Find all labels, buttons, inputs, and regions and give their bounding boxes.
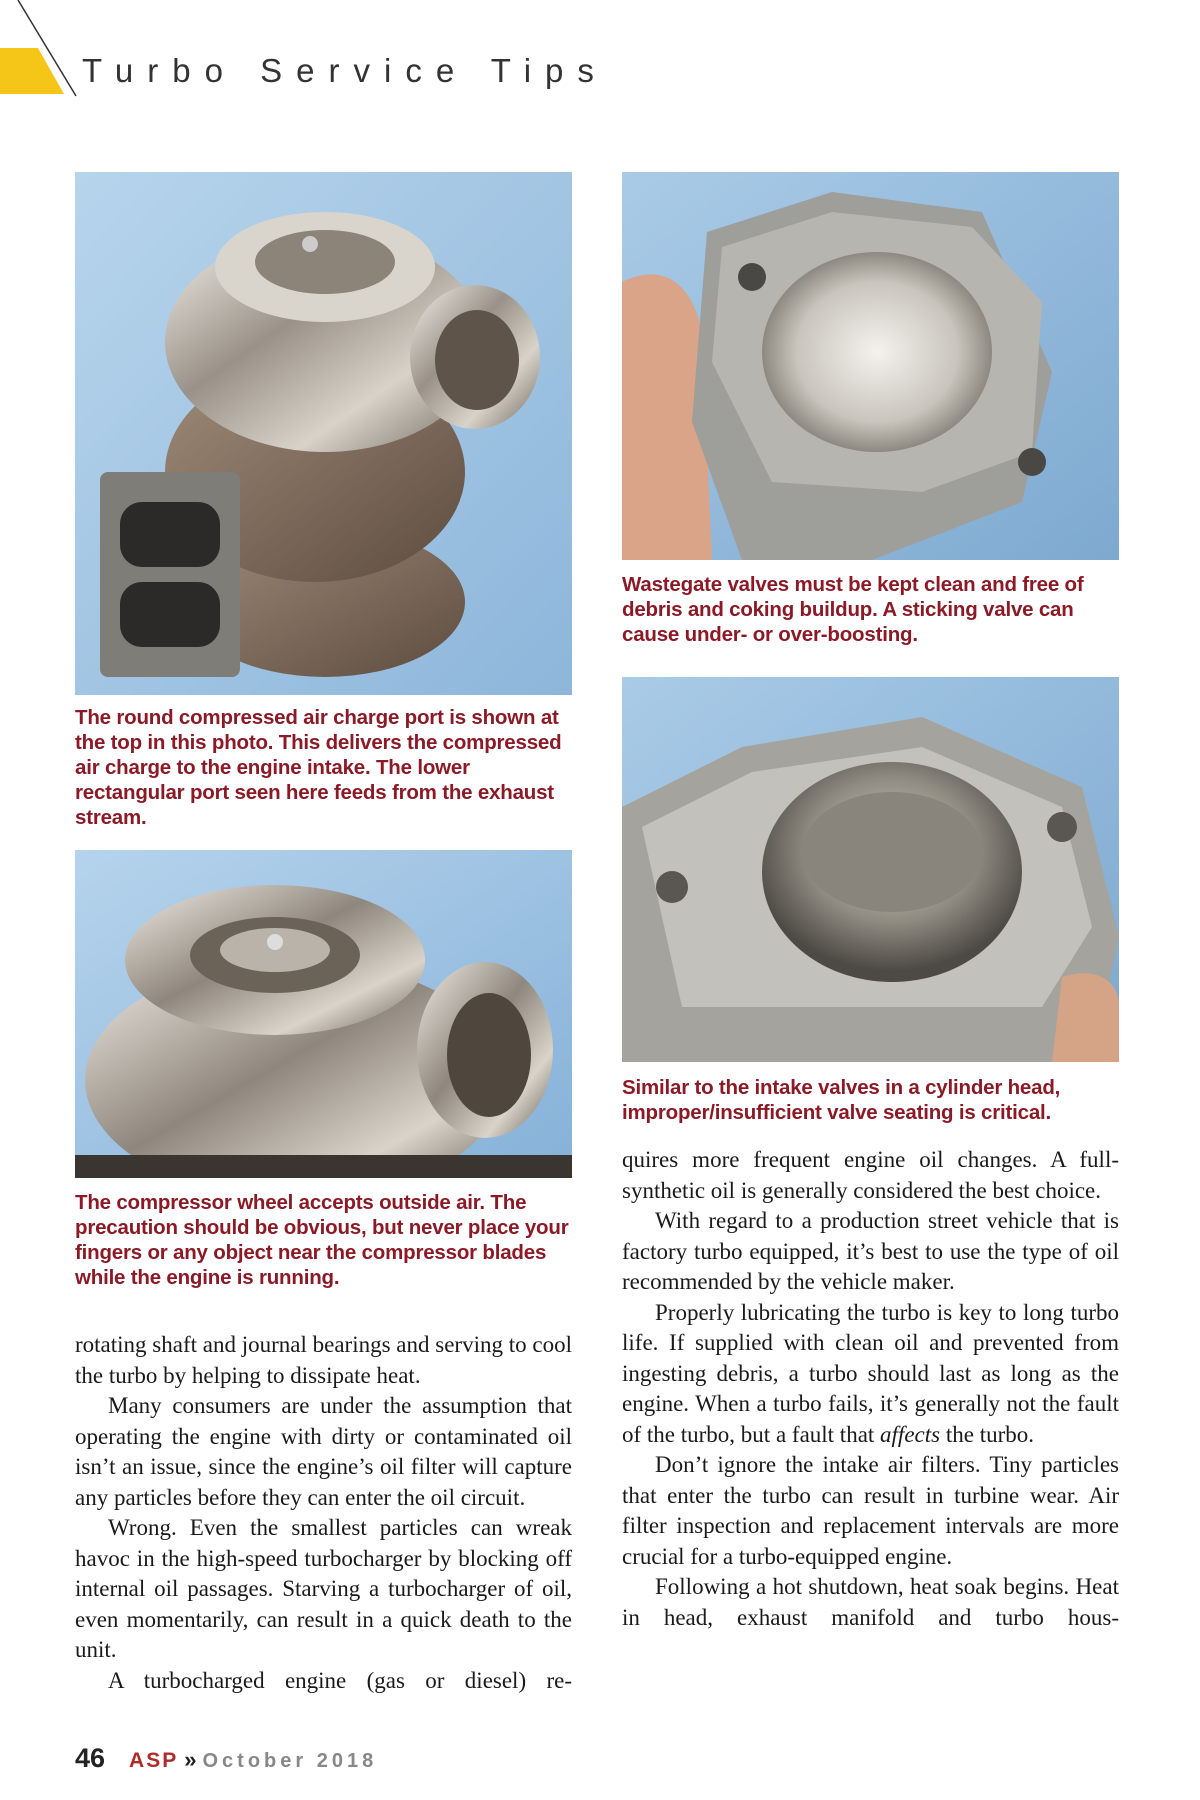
article-paragraph: With regard to a production street vehicle that is factory turbo equipped, it’s best to use the type of oil recommended by the vehicle maker. — [622, 1208, 1119, 1294]
caption-photo-valve-seating: Similar to the intake valves in a cylinder head, improper/insufficient valve seating is critical. — [622, 1076, 1061, 1124]
section-title: Turbo Service Tips — [82, 52, 608, 89]
issue-date: October 2018 — [202, 1750, 378, 1772]
article-column-left — [75, 1330, 572, 1696]
caption-photo-compressor-wheel: The compressor wheel accepts outside air. The precaution should be obvious, but never place your fingers or any object near the compressor blades while the engine is running. — [75, 1191, 569, 1289]
article-column-right — [622, 1145, 1119, 1633]
photo-wastegate-valve — [622, 172, 1119, 560]
article-paragraph: Many consumers are under the assumption that operating the engine with dirty or contaminated oil isn’t an issue, since the engine’s oil filter will capture any particles before they can enter the oil circuit. — [75, 1393, 572, 1510]
photo-valve-seating — [622, 677, 1119, 1062]
photo-turbo-full — [75, 172, 572, 695]
magazine-name: ASP — [129, 1749, 179, 1772]
article-paragraph: rotating shaft and journal bearings and serving to cool the turbo by helping to dissipate heat. — [75, 1332, 572, 1388]
article-paragraph: A turbocharged engine (gas or diesel) re- — [108, 1667, 572, 1693]
article-paragraph: Wrong. Even the smallest particles can wreak havoc in the high-speed turbocharger by blocking off internal oil passages. Starving a turbocharger of oil, even momentarily, can result in a quick death to the unit. — [75, 1515, 572, 1662]
article-text: the turbo. — [940, 1421, 1034, 1447]
page-number: 46 — [75, 1743, 106, 1773]
article-paragraph: Following a hot shutdown, heat soak begins. Heat in head, exhaust manifold and turbo hous- — [622, 1574, 1119, 1630]
caption-photo-wastegate-valve: Wastegate valves must be kept clean and free of debris and coking buildup. A sticking valve can cause under- or over-boosting. — [622, 573, 1084, 646]
article-paragraph — [622, 1298, 1119, 1451]
article-text-italic: affects — [880, 1421, 941, 1447]
article-paragraph: quires more frequent engine oil changes. A full-synthetic oil is generally considered the best choice. — [622, 1147, 1119, 1203]
caption-photo-turbo-full: The round compressed air charge port is shown at the top in this photo. This delivers the compressed air charge to the engine intake. The lower rectangular port seen here feeds from the exhaust stream. — [75, 706, 562, 829]
article-text: Properly lubricating the turbo is key to long turbo life. If supplied with clean oil and prevented from ingesting debris, a turbo should last as long as the engine. When a turbo fails, it’s generally not the fault of the turbo, but a fault that — [622, 1299, 1119, 1447]
article-paragraph: Don’t ignore the intake air filters. Tiny particles that enter the turbo can result in turbine wear. Air filter inspection and replacement intervals are more crucial for a turbo-equipped engine. — [622, 1452, 1119, 1569]
photo-compressor-wheel — [75, 850, 572, 1178]
footer-separator: » — [184, 1747, 197, 1772]
section-tab-graphic — [0, 0, 80, 100]
page-footer — [75, 1743, 377, 1774]
